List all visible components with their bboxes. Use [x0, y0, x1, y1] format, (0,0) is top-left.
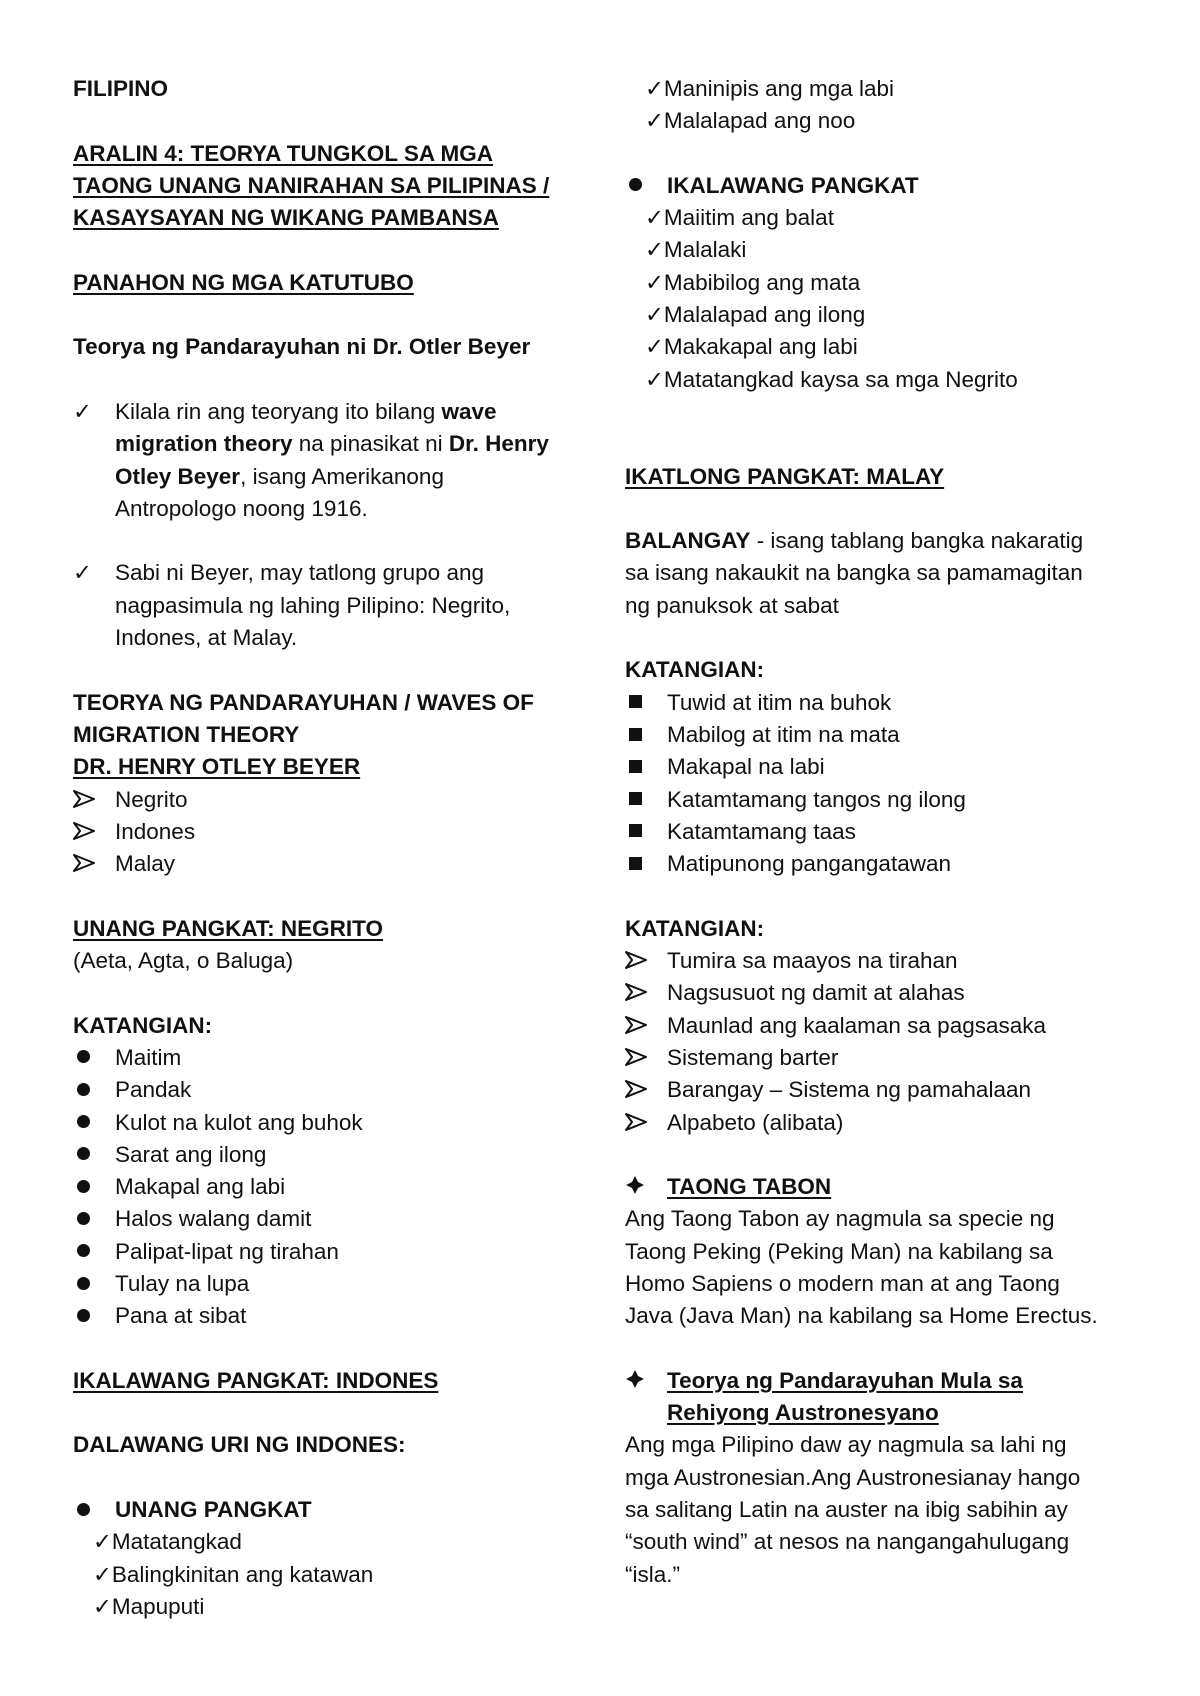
lesson-title-line-2: TAONG UNANG NANIRAHAN SA PILIPINAS / — [73, 172, 550, 198]
checkmark-icon: ✓ — [645, 334, 664, 360]
checkmark-icon: ✓ — [645, 205, 664, 231]
austro-line-5: “isla.” — [625, 1561, 680, 1587]
list-item: Sistemang barter — [625, 1042, 1170, 1074]
list-item: ✓Malalaki — [645, 237, 747, 263]
checkmark-icon: ✓ — [93, 1593, 112, 1619]
list-item: Pana at sibat — [73, 1300, 593, 1332]
tabon-line-2: Taong Peking (Peking Man) na kabilang sa — [625, 1238, 1053, 1264]
lesson-title-line-3: KASAYSAYAN NG WIKANG PAMBANSA — [73, 205, 499, 231]
square-bullet-icon — [629, 728, 642, 741]
checkmark-icon: ✓ — [645, 366, 664, 392]
diamond-bullet-icon — [625, 1175, 645, 1195]
list-item: Palipat-lipat ng tirahan — [73, 1236, 593, 1268]
balangay-line-1: BALANGAY - isang tablang bangka nakaratig — [625, 528, 1084, 554]
taong-tabon-heading: TAONG TABON — [625, 1171, 1170, 1203]
list-item: Halos walang damit — [73, 1203, 593, 1235]
austro-line-3: sa salitang Latin na auster na ibig sabihin ay — [625, 1497, 1068, 1523]
right-column — [625, 73, 1170, 1591]
checkmark-icon: ✓ — [645, 76, 664, 101]
list-item: Alpabeto (alibata) — [625, 1107, 1170, 1139]
list-item: Tuwid at itim na buhok — [625, 687, 1170, 719]
list-item: Maitim — [73, 1042, 593, 1074]
list-item: ✓Maiitim ang balat — [645, 205, 834, 231]
arrow-right-icon — [73, 822, 95, 840]
list-item: Indones — [73, 816, 593, 848]
tabon-line-1: Ang Taong Tabon ay nagmula sa specie ng — [625, 1206, 1055, 1232]
tabon-line-4: Java (Java Man) na kabilang sa Home Erectus. — [625, 1303, 1098, 1329]
list-item: Sarat ang ilong — [73, 1139, 593, 1171]
list-item: Barangay – Sistema ng pamahalaan — [625, 1074, 1170, 1106]
bullet-icon — [77, 1244, 90, 1257]
list-item: ✓Maninipis ang mga labi — [645, 76, 894, 101]
arrow-right-icon — [625, 1113, 647, 1131]
list-item: Katamtamang taas — [625, 816, 1170, 848]
square-bullet-icon — [629, 857, 642, 870]
checkmark-icon: ✓ — [93, 1529, 112, 1555]
austro-heading-line-2: Rehiyong Austronesyano — [667, 1400, 939, 1426]
check-item-2: ✓ Sabi ni Beyer, may tatlong grupo ang nagpasimula ng lahing Pilipino: Negrito, Indones, at Malay. — [73, 557, 593, 654]
arrow-right-icon — [625, 983, 647, 1001]
list-item: Makapal na labi — [625, 751, 1170, 783]
arrow-right-icon — [625, 1048, 647, 1066]
balangay-line-2: sa isang nakaukit na bangka sa pamamagitan — [625, 560, 1083, 586]
ikatlong-pangkat-heading: IKATLONG PANGKAT: MALAY — [625, 463, 945, 489]
checkmark-icon: ✓ — [73, 398, 92, 424]
section-heading-katutubo: PANAHON NG MGA KATUTUBO — [73, 269, 414, 295]
check-item-1: ✓ Kilala rin ang teoryang ito bilang wave migration theory na pinasikat ni Dr. Henry Otley Beyer, isang Amerikanong Antropologo noong 1916. — [73, 396, 593, 525]
list-item: ✓Matatangkad kaysa sa mga Negrito — [645, 366, 1018, 392]
dalawang-uri-heading: DALAWANG URI NG INDONES: — [73, 1432, 406, 1458]
list-item: ✓Mabibilog ang mata — [645, 269, 861, 295]
katangian-label: KATANGIAN: — [625, 915, 765, 941]
tabon-line-3: Homo Sapiens o modern man at ang Taong — [625, 1270, 1060, 1296]
list-item: Nagsusuot ng damit at alahas — [625, 977, 1170, 1009]
checkmark-icon: ✓ — [645, 108, 664, 134]
unang-pangkat-heading: UNANG PANGKAT: NEGRITO — [73, 915, 384, 941]
arrow-right-icon — [73, 790, 95, 808]
list-item: ✓Malalapad ang ilong — [645, 302, 866, 328]
list-item: ✓Matatangkad — [93, 1529, 242, 1555]
austro-line-2: mga Austronesian.Ang Austronesianay hango — [625, 1464, 1081, 1490]
bullet-icon — [629, 178, 642, 191]
bullet-icon — [77, 1277, 90, 1290]
austro-heading-line-1: Teorya ng Pandarayuhan Mula sa — [625, 1365, 1170, 1397]
bullet-icon — [77, 1115, 90, 1128]
katangian-label: KATANGIAN: — [625, 657, 765, 683]
beyer-heading: DR. HENRY OTLEY BEYER — [73, 754, 361, 780]
list-item: Makapal ang labi — [73, 1171, 593, 1203]
checkmark-icon: ✓ — [645, 302, 664, 328]
arrow-right-icon — [625, 1016, 647, 1034]
checkmark-icon: ✓ — [645, 237, 664, 263]
list-item: Malay — [73, 848, 593, 880]
list-item: Kulot na kulot ang buhok — [73, 1107, 593, 1139]
checkmark-icon: ✓ — [93, 1561, 112, 1587]
bullet-icon — [77, 1212, 90, 1225]
list-item: Pandak — [73, 1074, 593, 1106]
list-item: ✓Makakapal ang labi — [645, 334, 858, 360]
teorya-heading-line-2: MIGRATION THEORY — [73, 721, 300, 747]
bullet-icon — [77, 1050, 90, 1063]
subject-title: FILIPINO — [73, 76, 168, 101]
balangay-line-3: ng panuksok at sabat — [625, 592, 839, 618]
bullet-icon — [77, 1180, 90, 1193]
square-bullet-icon — [629, 695, 642, 708]
arrow-right-icon — [625, 951, 647, 969]
list-item: Mabilog at itim na mata — [625, 719, 1170, 751]
diamond-bullet-icon — [625, 1369, 645, 1389]
unang-pangkat-subtitle: (Aeta, Agta, o Baluga) — [73, 948, 294, 974]
left-column — [73, 73, 593, 1623]
square-bullet-icon — [629, 824, 642, 837]
bullet-icon — [77, 1309, 90, 1322]
austro-line-1: Ang mga Pilipino daw ay nagmula sa lahi ng — [625, 1432, 1067, 1458]
teorya-heading-line-1: TEORYA NG PANDARAYUHAN / WAVES OF — [73, 689, 534, 715]
list-item: ✓Malalapad ang noo — [645, 108, 856, 134]
bullet-icon — [77, 1503, 90, 1516]
bullet-icon — [77, 1147, 90, 1160]
ikalawang-pangkat-label: IKALAWANG PANGKAT — [625, 170, 1170, 202]
list-item: Negrito — [73, 784, 593, 816]
list-item: Matipunong pangangatawan — [625, 848, 1170, 880]
list-item: Tumira sa maayos na tirahan — [625, 945, 1170, 977]
unang-pangkat-label: UNANG PANGKAT — [73, 1494, 593, 1526]
checkmark-icon: ✓ — [645, 269, 664, 295]
bullet-icon — [77, 1083, 90, 1096]
square-bullet-icon — [629, 792, 642, 805]
list-item: ✓Mapuputi — [93, 1593, 205, 1619]
ikalawang-pangkat-heading: IKALAWANG PANGKAT: INDONES — [73, 1367, 439, 1393]
checkmark-icon: ✓ — [73, 560, 92, 586]
list-item: Tulay na lupa — [73, 1268, 593, 1300]
square-bullet-icon — [629, 760, 642, 773]
theory-title: Teorya ng Pandarayuhan ni Dr. Otler Beyer — [73, 334, 531, 360]
arrow-right-icon — [625, 1080, 647, 1098]
list-item: Katamtamang tangos ng ilong — [625, 784, 1170, 816]
lesson-title-line-1: ARALIN 4: TEORYA TUNGKOL SA MGA — [73, 140, 494, 166]
arrow-right-icon — [73, 854, 95, 872]
katangian-label: KATANGIAN: — [73, 1012, 213, 1038]
list-item: ✓Balingkinitan ang katawan — [93, 1561, 374, 1587]
austro-line-4: “south wind” at nesos na nangangahulugang — [625, 1529, 1070, 1555]
list-item: Maunlad ang kaalaman sa pagsasaka — [625, 1010, 1170, 1042]
